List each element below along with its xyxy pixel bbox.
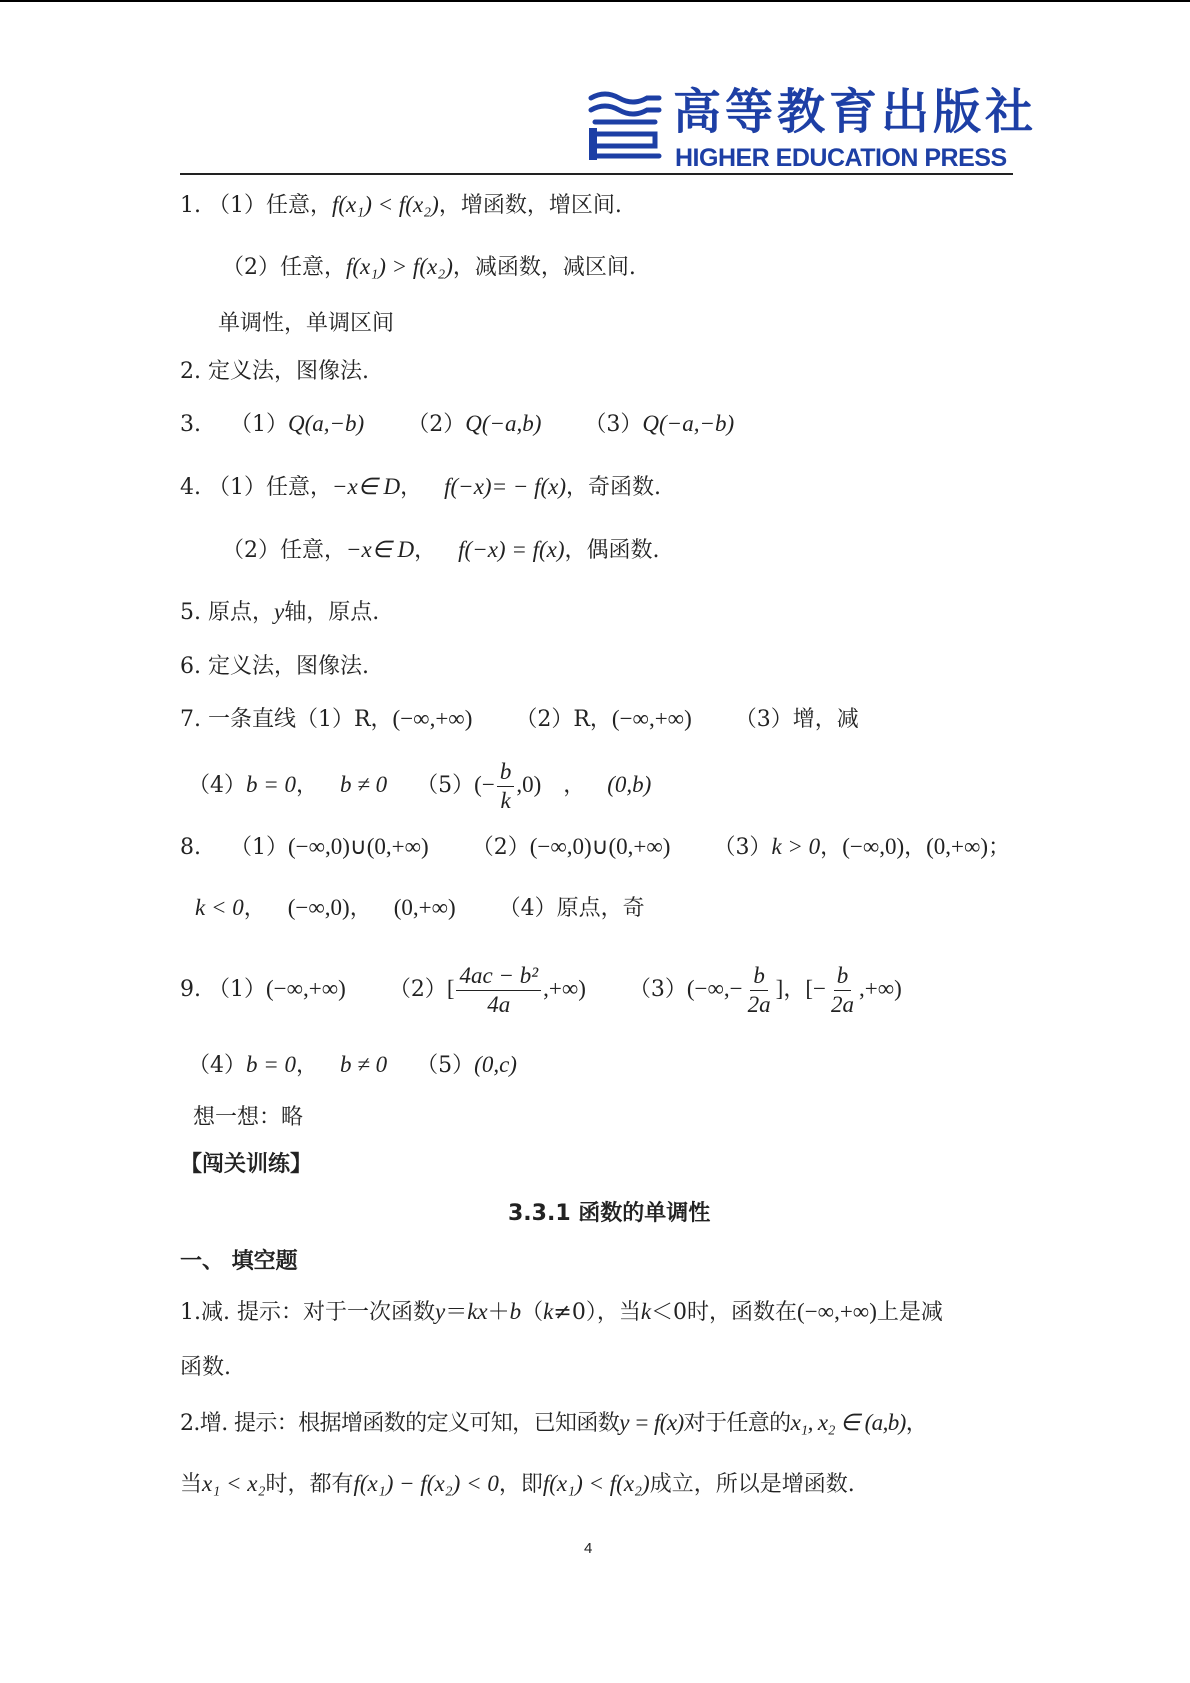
- publisher-name-cn: 高等教育出版社: [673, 84, 1038, 140]
- page-number: 4: [584, 1540, 593, 1557]
- answer-7: 7. 一条直线（1）R，(−∞,+∞) （2）R，(−∞,+∞) （3）增，减: [180, 706, 859, 732]
- answer-2: 2. 定义法，图像法.: [180, 359, 369, 384]
- header-rule: [180, 173, 1013, 175]
- training-heading: 【闯关训练】: [180, 1152, 313, 1177]
- answer-9-continued: （4）b = 0， b ≠ 0 （5）(0,c): [188, 1052, 517, 1078]
- answer-4-1: 4. （1）任意，−x∈ D， f(−x)= − f(x)，奇函数.: [180, 474, 662, 500]
- answer-5: 5. 原点，y轴，原点.: [180, 599, 380, 625]
- fraction-b-over-k: $\frac{b}{k}$: [497, 758, 515, 815]
- answer-1-3: 单调性，单调区间: [218, 311, 395, 336]
- fill-in-answer-1-continued: 函数.: [180, 1355, 231, 1380]
- answer-8-continued: k < 0， (−∞,0)， (0,+∞) （4）原点，奇: [195, 895, 645, 921]
- answer-4-2: （2）任意，−x∈ D， f(−x) = f(x)，偶函数.: [222, 537, 660, 563]
- fraction-vertex-y: $\frac{\text{4ac − b²}}{4a}$: [456, 962, 541, 1019]
- fill-in-answer-1: 1.减. 提示：对于一次函数y＝kx＋b（k≠0），当k＜0时，函数在(−∞,+∞)上是减: [180, 1299, 943, 1325]
- section-title: 3.3.1 函数的单调性: [508, 1201, 711, 1226]
- fill-in-answer-2: 2.增. 提示：根据增函数的定义可知，已知函数y = f(x)对于任意的x₁, x₂ ∈ (a,b)，: [180, 1410, 928, 1436]
- think-note: 想一想：略: [193, 1105, 304, 1130]
- hep-logo-icon: [585, 88, 665, 164]
- publisher-name-en: HIGHER EDUCATION PRESS: [675, 144, 1007, 172]
- top-border: [0, 0, 1190, 2]
- fraction-b-over-2a-2: $\frac{b}{2a}$: [830, 962, 854, 1017]
- answer-1-2: （2）任意，f(x₁) > f(x₂)，减函数，减区间.: [222, 254, 636, 280]
- answer-3: 3. （1）Q(a,−b) （2）Q(−a,b) （3）Q(−a,−b): [180, 411, 735, 437]
- answer-1-1: 1. （1）任意，f(x₁) < f(x₂)，增函数，增区间.: [180, 192, 622, 218]
- answer-6: 6. 定义法，图像法.: [180, 654, 369, 679]
- publisher-logo: [585, 82, 1038, 172]
- answer-8: 8. （1）(−∞,0)∪(0,+∞) （2）(−∞,0)∪(0,+∞) （3）k > 0，(−∞,0)，(0,+∞)；: [180, 834, 1011, 860]
- fraction-b-over-2a: $\frac{b}{2a}$: [747, 962, 771, 1017]
- answer-9: 9. （1）(−∞,+∞) （2）[ $\frac{\text{4ac − b²}}{4a}$ ,+∞) （3）(−∞,− $\frac{b}{2a}$ ]，[− $\frac{b}{2a}$ ,+∞): [180, 962, 902, 1017]
- fill-in-answer-2-continued: 当x₁ < x₂时，都有f(x₁) − f(x₂) < 0，即f(x₁) < f(x₂)成立，所以是增函数.: [180, 1471, 855, 1497]
- answer-7-continued: （4）b = 0， b ≠ 0 （5）(− $\frac{b}{k}$ ,0) ， (0,b): [188, 758, 652, 813]
- part-heading: 一、 填空题: [180, 1249, 298, 1274]
